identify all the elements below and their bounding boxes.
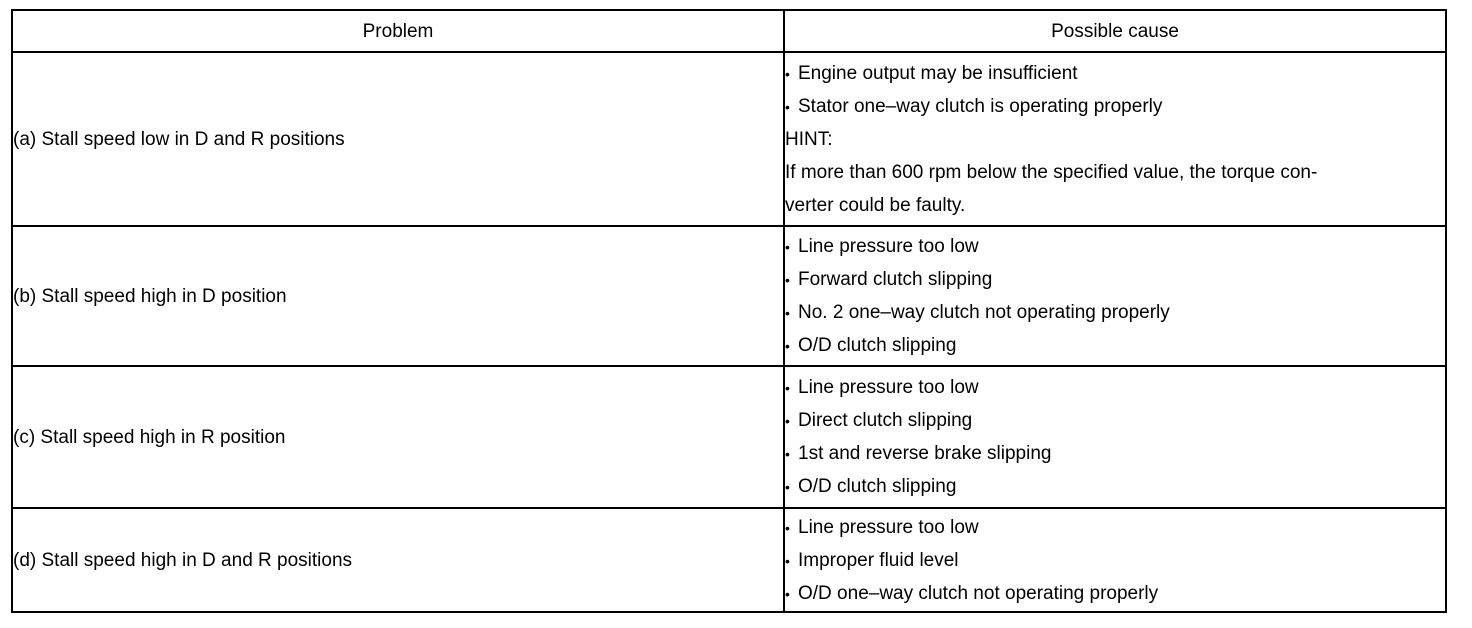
cause-text: No. 2 one–way clutch not operating properly bbox=[798, 302, 1170, 323]
table-row bbox=[12, 508, 1446, 612]
hint-text: HINT: bbox=[785, 128, 833, 150]
cause-item bbox=[785, 371, 1445, 404]
problem-cell: (a) Stall speed low in D and R positions bbox=[12, 52, 784, 226]
cause-item bbox=[785, 296, 1445, 329]
problem-cell: (d) Stall speed high in D and R positions bbox=[12, 508, 784, 612]
header-row bbox=[12, 10, 1446, 52]
cause-item bbox=[785, 329, 1445, 362]
bullet-icon: • bbox=[785, 519, 790, 536]
cause-cell bbox=[784, 366, 1446, 508]
cause-item bbox=[785, 230, 1445, 263]
cause-text: 1st and reverse brake slipping bbox=[798, 443, 1052, 464]
cause-text: Line pressure too low bbox=[798, 236, 979, 257]
problem-cell: (c) Stall speed high in R position bbox=[12, 366, 784, 508]
cause-text: Line pressure too low bbox=[798, 377, 979, 398]
cause-text: O/D clutch slipping bbox=[798, 476, 957, 497]
bullet-icon: • bbox=[785, 479, 790, 495]
possible-cause-column-header: Possible cause bbox=[784, 10, 1446, 52]
cause-item bbox=[785, 57, 1445, 90]
bullet-icon: • bbox=[785, 552, 790, 569]
bullet-icon: • bbox=[785, 305, 790, 321]
table-row bbox=[12, 366, 1446, 508]
bullet-icon: • bbox=[785, 338, 790, 354]
cause-cell bbox=[784, 508, 1446, 612]
cause-cell bbox=[784, 52, 1446, 226]
cause-item bbox=[785, 263, 1445, 296]
hint-text: If more than 600 rpm below the specified value, the torque con- bbox=[785, 161, 1318, 183]
troubleshooting-table bbox=[11, 9, 1447, 613]
cause-item bbox=[785, 511, 1445, 544]
bullet-icon: • bbox=[785, 446, 790, 462]
cause-text: Direct clutch slipping bbox=[798, 410, 973, 431]
cause-item bbox=[785, 544, 1445, 577]
table-row bbox=[12, 226, 1446, 366]
hint-line bbox=[785, 189, 1445, 222]
bullet-icon: • bbox=[785, 239, 790, 255]
cause-text: Line pressure too low bbox=[798, 516, 979, 538]
cause-text: Engine output may be insufficient bbox=[798, 62, 1078, 84]
cause-text: O/D clutch slipping bbox=[798, 335, 957, 356]
hint-line bbox=[785, 156, 1445, 189]
problem-cell: (b) Stall speed high in D position bbox=[12, 226, 784, 366]
cause-item bbox=[785, 470, 1445, 503]
bullet-icon: • bbox=[785, 380, 790, 396]
cause-cell bbox=[784, 226, 1446, 366]
bullet-icon: • bbox=[785, 585, 790, 602]
cause-text: Stator one–way clutch is operating properly bbox=[798, 95, 1163, 117]
hint-text: verter could be faulty. bbox=[785, 194, 966, 216]
bullet-icon: • bbox=[785, 65, 790, 82]
cause-text: O/D one–way clutch not operating properly bbox=[798, 582, 1159, 604]
problem-column-header: Problem bbox=[12, 10, 784, 52]
bullet-icon: • bbox=[785, 272, 790, 288]
cause-item bbox=[785, 437, 1445, 470]
bullet-icon: • bbox=[785, 98, 790, 115]
cause-item bbox=[785, 90, 1445, 123]
hint-label bbox=[785, 123, 1445, 156]
cause-text: Improper fluid level bbox=[798, 549, 959, 571]
cause-item bbox=[785, 404, 1445, 437]
table-row bbox=[12, 52, 1446, 226]
cause-item bbox=[785, 577, 1445, 610]
cause-text: Forward clutch slipping bbox=[798, 269, 993, 290]
bullet-icon: • bbox=[785, 413, 790, 429]
